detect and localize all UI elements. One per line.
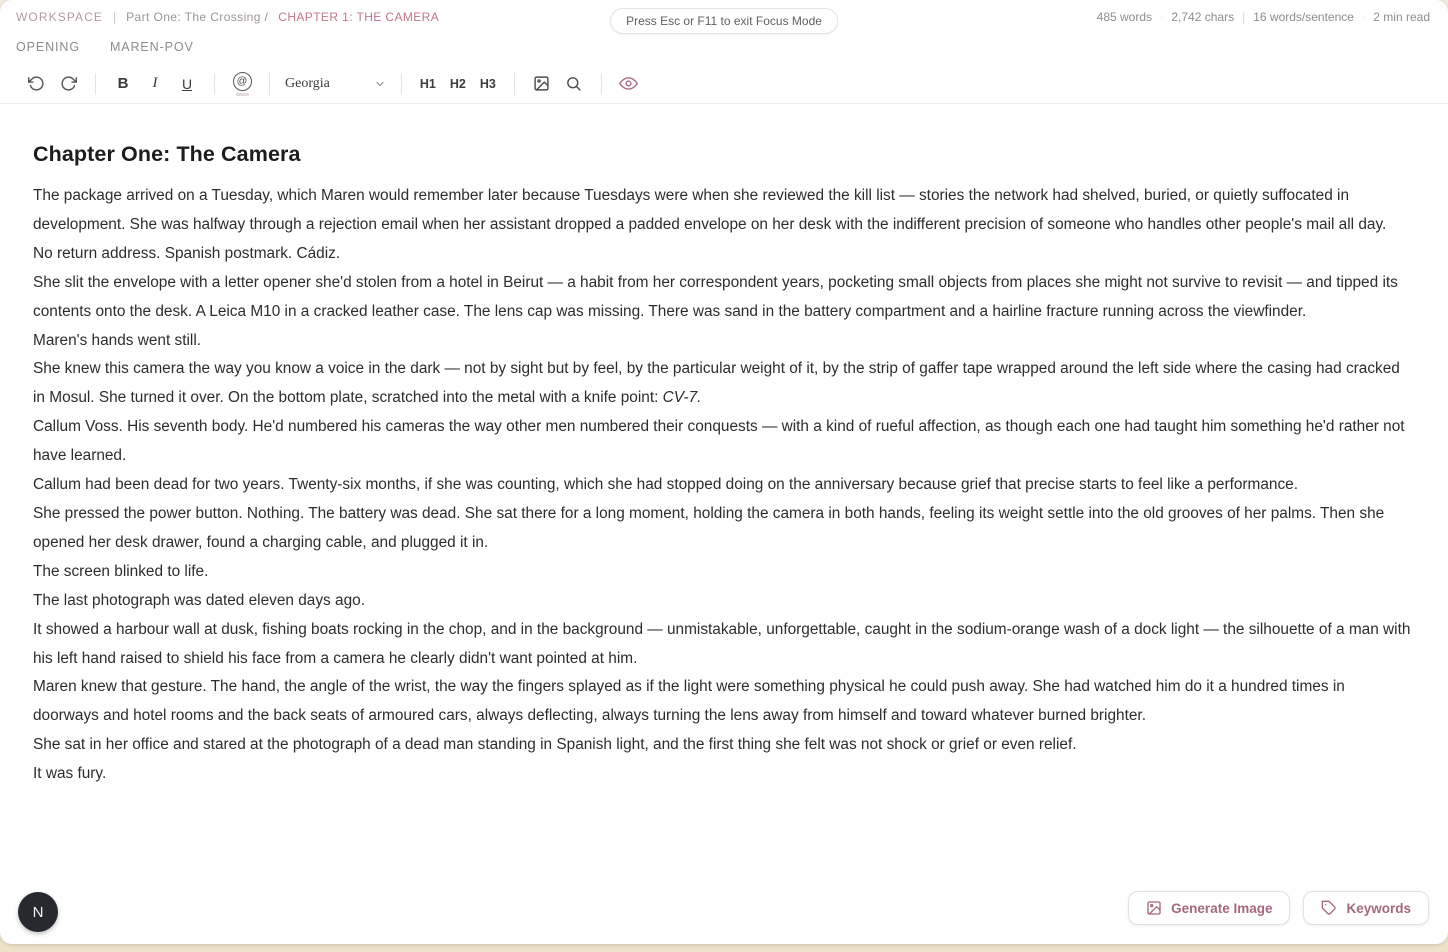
chapter-title: Chapter One: The Camera <box>33 142 301 166</box>
image-icon <box>1146 900 1162 916</box>
toolbar-divider <box>214 73 215 95</box>
toolbar-divider <box>401 73 402 95</box>
redo-button[interactable] <box>55 70 81 98</box>
breadcrumb-chapter[interactable]: CHAPTER 1: THE CAMERA <box>278 10 440 24</box>
paragraph: Callum Voss. His seventh body. He'd numbered his cameras the way other men numbered their conquests — with a kind of rueful affection, as though each one had taught him something he'd rather not have learned. <box>33 418 1405 465</box>
breadcrumb <box>16 10 439 24</box>
undo-icon <box>28 75 45 92</box>
footer-actions <box>1128 891 1429 925</box>
paragraph: It was fury. <box>33 765 107 783</box>
stat-separator: · <box>1160 11 1164 23</box>
toolbar-divider <box>95 73 96 95</box>
editor-area[interactable] <box>0 104 1448 789</box>
redo-icon <box>60 75 77 92</box>
editor-toolbar <box>0 64 1448 104</box>
search-button[interactable] <box>561 70 587 98</box>
paragraph: She knew this camera the way you know a voice in the dark — not by sight but by feel, by the particular weight of it, by the strip of gaffer tape wrapped around the left side where the casing had cracked in Mosul. She turned it over. On the bottom plate, scratched into the metal with a knife point: CV-7. <box>33 360 1400 407</box>
app-avatar-button[interactable]: N <box>18 892 58 932</box>
generate-image-label: Generate Image <box>1171 900 1273 916</box>
paragraph: Callum had been dead for two years. Twenty-six months, if she was counting, which she had stopped doing on the anniversary because grief that precise starts to feel like a performance. <box>33 476 1299 494</box>
underline-button[interactable]: U <box>181 75 193 92</box>
image-icon <box>533 75 550 92</box>
undo-button[interactable] <box>23 70 49 98</box>
keywords-label: Keywords <box>1346 900 1411 916</box>
font-family-value: Georgia <box>285 75 330 91</box>
toolbar-divider <box>514 73 515 95</box>
toolbar-divider <box>601 73 602 95</box>
scene-tabs <box>0 34 1448 64</box>
heading2-button[interactable]: H2 <box>449 76 466 91</box>
stat-separator: · <box>1361 11 1366 23</box>
stat-separator: | <box>1242 10 1246 24</box>
stat-words: 485 words <box>1096 10 1153 24</box>
mention-button[interactable] <box>229 70 255 98</box>
focus-mode-pill: Press Esc or F11 to exit Focus Mode <box>610 8 838 34</box>
tab-opening[interactable]: OPENING <box>16 40 80 54</box>
italic-button[interactable]: I <box>152 75 158 91</box>
editor-body <box>33 182 1412 789</box>
breadcrumb-workspace[interactable]: WORKSPACE <box>16 10 104 24</box>
tag-icon <box>1321 900 1337 916</box>
preview-button[interactable] <box>616 70 642 98</box>
paragraph: The screen blinked to life. <box>33 562 209 580</box>
paragraph: She slit the envelope with a letter opener she'd stolen from a hotel in Beirut — a habit from her correspondent years, pocketing small objects from places she might not survive to revisit — and tipped its contents onto the desk. A Leica M10 in a cracked leather case. The lens cap was missing. There was sand in the battery compartment and a hairline fracture running across the viewfinder. <box>33 273 1398 320</box>
paragraph: Maren's hands went still. <box>33 331 202 349</box>
search-icon <box>565 75 582 92</box>
generate-image-button[interactable] <box>1128 891 1290 925</box>
stat-chars: 2,742 chars <box>1171 10 1235 24</box>
tab-maren-pov[interactable]: MAREN-POV <box>109 40 194 54</box>
header <box>0 0 1448 34</box>
paragraph: She pressed the power button. Nothing. The battery was dead. She sat there for a long moment, holding the camera in both hands, feeling its weight settle into the old grooves of her palms. Then she opened her desk drawer, found a charging cable, and plugged it in. <box>33 504 1385 551</box>
heading1-button[interactable]: H1 <box>419 76 436 91</box>
breadcrumb-separator: | <box>113 10 117 24</box>
font-family-select[interactable] <box>281 76 390 92</box>
document-stats <box>1097 10 1430 24</box>
at-mention-icon: @ <box>233 72 252 96</box>
paragraph: It showed a harbour wall at dusk, fishing boats rocking in the chop, and in the background — unmistakable, unforgettable, caught in the sodium-orange wash of a dock light — the silhouette of a man with his left hand raised to shield his face from a camera he clearly didn't want pointed at him. <box>33 620 1411 667</box>
bold-button[interactable]: B <box>117 75 129 92</box>
paragraph: Maren knew that gesture. The hand, the angle of the wrist, the way the fingers splayed as if the light were something physical he could push away. She had watched him do it a hundred times in doorways and hotel rooms and the back seats of armoured cars, always deflecting, always turning the lens away from himself and toward whatever burned brighter. <box>33 678 1345 725</box>
insert-image-button[interactable] <box>529 70 555 98</box>
paragraph: The last photograph was dated eleven days ago. <box>33 591 365 609</box>
chevron-down-icon <box>374 78 386 90</box>
toolbar-divider <box>269 73 270 95</box>
paragraph: No return address. Spanish postmark. Cádiz. <box>33 244 341 262</box>
eye-icon <box>619 74 638 93</box>
keywords-button[interactable] <box>1303 891 1429 925</box>
heading3-button[interactable]: H3 <box>479 76 496 91</box>
stat-words-per-sentence: 16 words/sentence <box>1253 10 1354 24</box>
paragraph: She sat in her office and stared at the photograph of a dead man standing in Spanish light, and the first thing she felt was not shock or grief or even relief. <box>33 736 1077 754</box>
stat-read-time: 2 min read <box>1373 10 1430 24</box>
paragraph: The package arrived on a Tuesday, which Maren would remember later because Tuesdays were when she reviewed the kill list — stories the network had shelved, buried, or quietly suffocated in development. She was halfway through a rejection email when her assistant dropped a padded envelope on her desk with the indifferent precision of someone who handles other people's mail all day. <box>33 187 1387 233</box>
breadcrumb-part[interactable]: Part One: The Crossing / <box>126 10 269 24</box>
